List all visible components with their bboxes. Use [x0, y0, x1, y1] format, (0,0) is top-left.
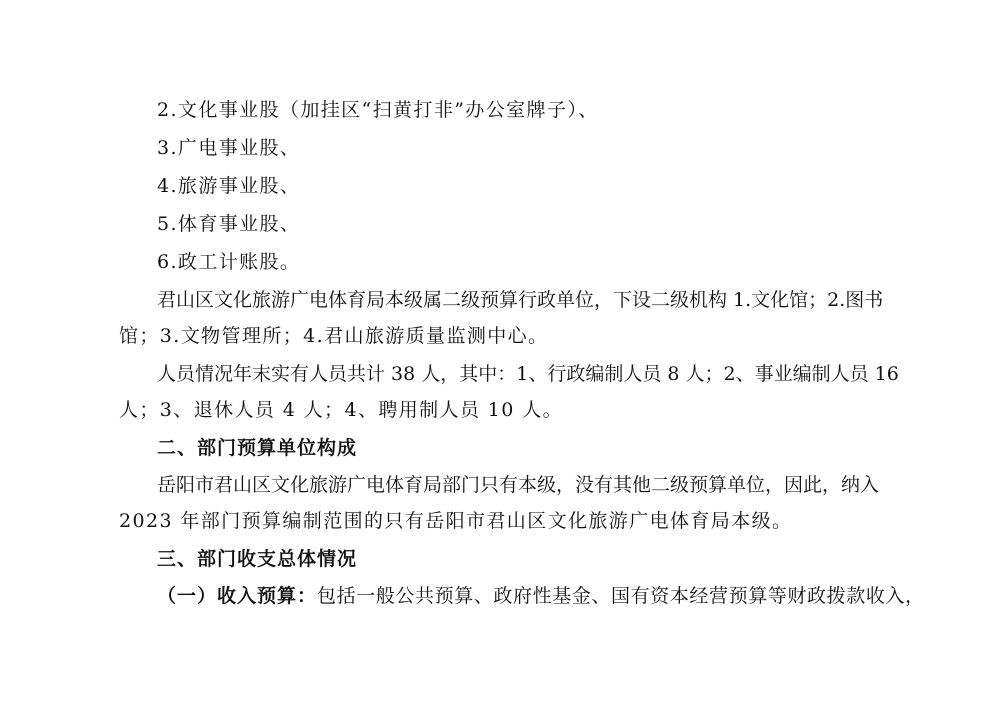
- paragraph-income-line: [157, 584, 925, 608]
- paragraph-staff-line: 人员情况年末实有人员共计 38 人，其中：1、行政编制人员 8 人；2、事业编制人员 16: [157, 363, 899, 385]
- paragraph-staff-line: 人；3、退休人员 4 人；4、聘用制人员 10 人。: [119, 399, 564, 421]
- income-text: 包括一般公共预算、政府性基金、国有资本经营预算等财政拨款收入，: [317, 585, 925, 607]
- section-heading: 三、部门收支总体情况: [157, 548, 358, 570]
- list-item: 6.政工计账股。: [157, 251, 301, 273]
- section-heading: 二、部门预算单位构成: [157, 437, 358, 459]
- list-item: 4.旅游事业股、: [157, 175, 301, 197]
- list-item: 3.广电事业股、: [157, 137, 301, 159]
- paragraph-budget-line: 2023 年部门预算编制范围的只有岳阳市君山区文化旅游广电体育局本级。: [119, 510, 793, 532]
- paragraph-budget-line: 岳阳市君山区文化旅游广电体育局部门只有本级，没有其他二级预算单位，因此，纳入: [157, 474, 880, 496]
- paragraph-units-line: 馆；3.文物管理所；4.君山旅游质量监测中心。: [119, 325, 549, 347]
- paragraph-units-line: 君山区文化旅游广电体育局本级属二级预算行政单位，下设二级机构 1.文化馆；2.图书: [157, 289, 884, 311]
- list-item: 5.体育事业股、: [157, 213, 301, 235]
- list-item: 2.文化事业股（加挂区“扫黄打非”办公室牌子）、: [157, 99, 599, 121]
- income-lead: （一）收入预算：: [157, 585, 318, 607]
